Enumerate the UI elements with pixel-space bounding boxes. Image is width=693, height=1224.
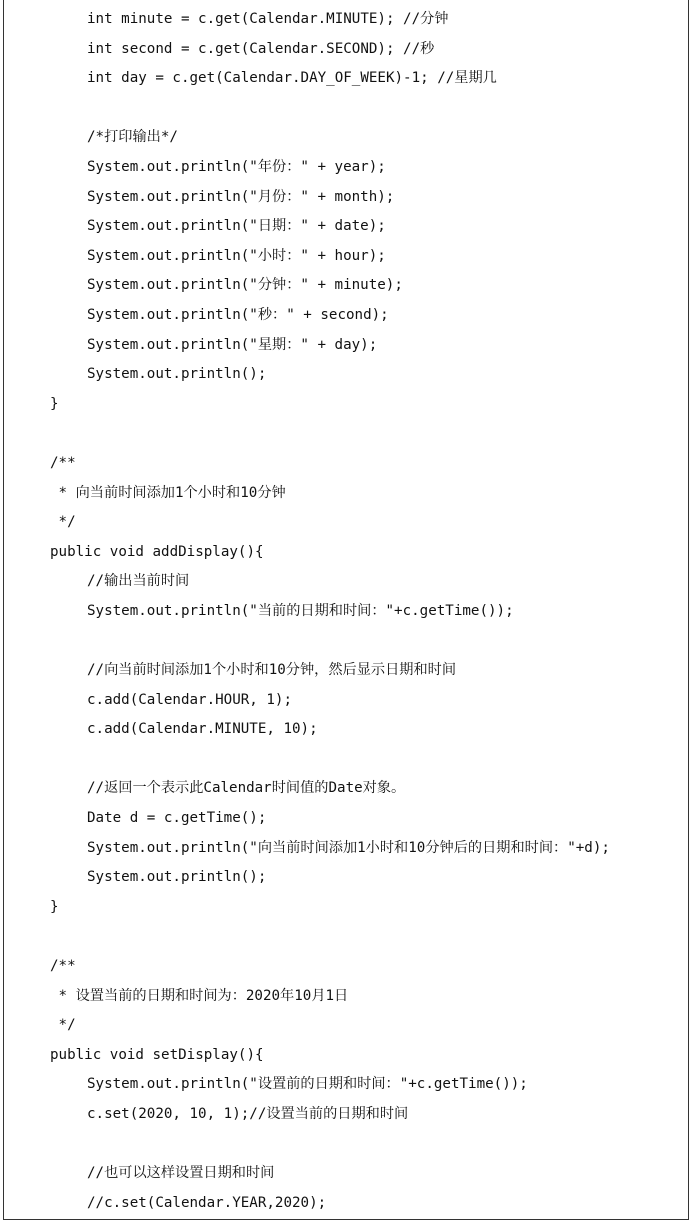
code-line: /** xyxy=(50,958,76,974)
code-line: System.out.println("年份：" + year); xyxy=(87,158,386,175)
code-line: /*打印输出*/ xyxy=(87,129,178,146)
code-line: /** xyxy=(50,454,76,471)
code-line: */ xyxy=(50,514,76,531)
blank-line xyxy=(4,922,688,952)
code-line: int minute = c.get(Calendar.MINUTE); //分钟 xyxy=(87,11,449,27)
code-line: System.out.println("向当前时间添加1小时和10分钟后的日期和时间："+d); xyxy=(87,839,610,856)
code-line: int second = c.get(Calendar.SECOND); //秒 xyxy=(87,40,435,57)
code-line: public void setDisplay(){ xyxy=(50,1046,264,1063)
code-line: System.out.println("月份：" + month); xyxy=(87,188,395,205)
code-listing-frame xyxy=(3,0,689,1220)
code-line: System.out.println("分钟：" + minute); xyxy=(87,277,403,294)
code-line: //也可以这样设置日期和时间 xyxy=(87,1165,275,1182)
code-line: * 向当前时间添加1个小时和10分钟 xyxy=(50,484,286,501)
code-line: } xyxy=(50,898,59,915)
code-line: //输出当前时间 xyxy=(87,573,190,590)
blank-line xyxy=(4,745,688,775)
code-line: Date d = c.getTime(); xyxy=(87,810,267,827)
code-line: c.add(Calendar.HOUR, 1); xyxy=(87,691,292,708)
code-line: System.out.println("当前的日期和时间："+c.getTime()); xyxy=(87,602,514,619)
code-line: System.out.println(); xyxy=(87,869,267,886)
code-line: c.add(Calendar.MINUTE, 10); xyxy=(87,721,318,738)
code-line: System.out.println("设置前的日期和时间："+c.getTime()); xyxy=(87,1076,528,1093)
code-line: } xyxy=(50,395,59,412)
code-line: */ xyxy=(50,1017,76,1034)
blank-line xyxy=(4,419,688,449)
code-line: System.out.println("小时：" + hour); xyxy=(87,247,386,264)
blank-line xyxy=(4,626,688,656)
code-line: * 设置当前的日期和时间为：2020年10月1日 xyxy=(50,987,349,1004)
code-line: //c.set(Calendar.YEAR,2020); xyxy=(87,1194,327,1211)
code-line: public void addDisplay(){ xyxy=(50,543,264,560)
code-block xyxy=(4,5,688,1218)
blank-line xyxy=(4,94,688,124)
code-line: System.out.println("秒：" + second); xyxy=(87,306,389,323)
code-line: int day = c.get(Calendar.DAY_OF_WEEK)-1; //星期几 xyxy=(87,70,497,87)
blank-line xyxy=(4,1130,688,1160)
code-line: //返回一个表示此Calendar时间值的Date对象。 xyxy=(87,780,406,797)
code-line: System.out.println(); xyxy=(87,366,267,383)
code-line: //向当前时间添加1个小时和10分钟，然后显示日期和时间 xyxy=(87,662,457,679)
code-line: System.out.println("日期：" + date); xyxy=(87,218,386,235)
code-line: System.out.println("星期：" + day); xyxy=(87,336,378,353)
code-line: c.set(2020, 10, 1);//设置当前的日期和时间 xyxy=(87,1105,409,1122)
